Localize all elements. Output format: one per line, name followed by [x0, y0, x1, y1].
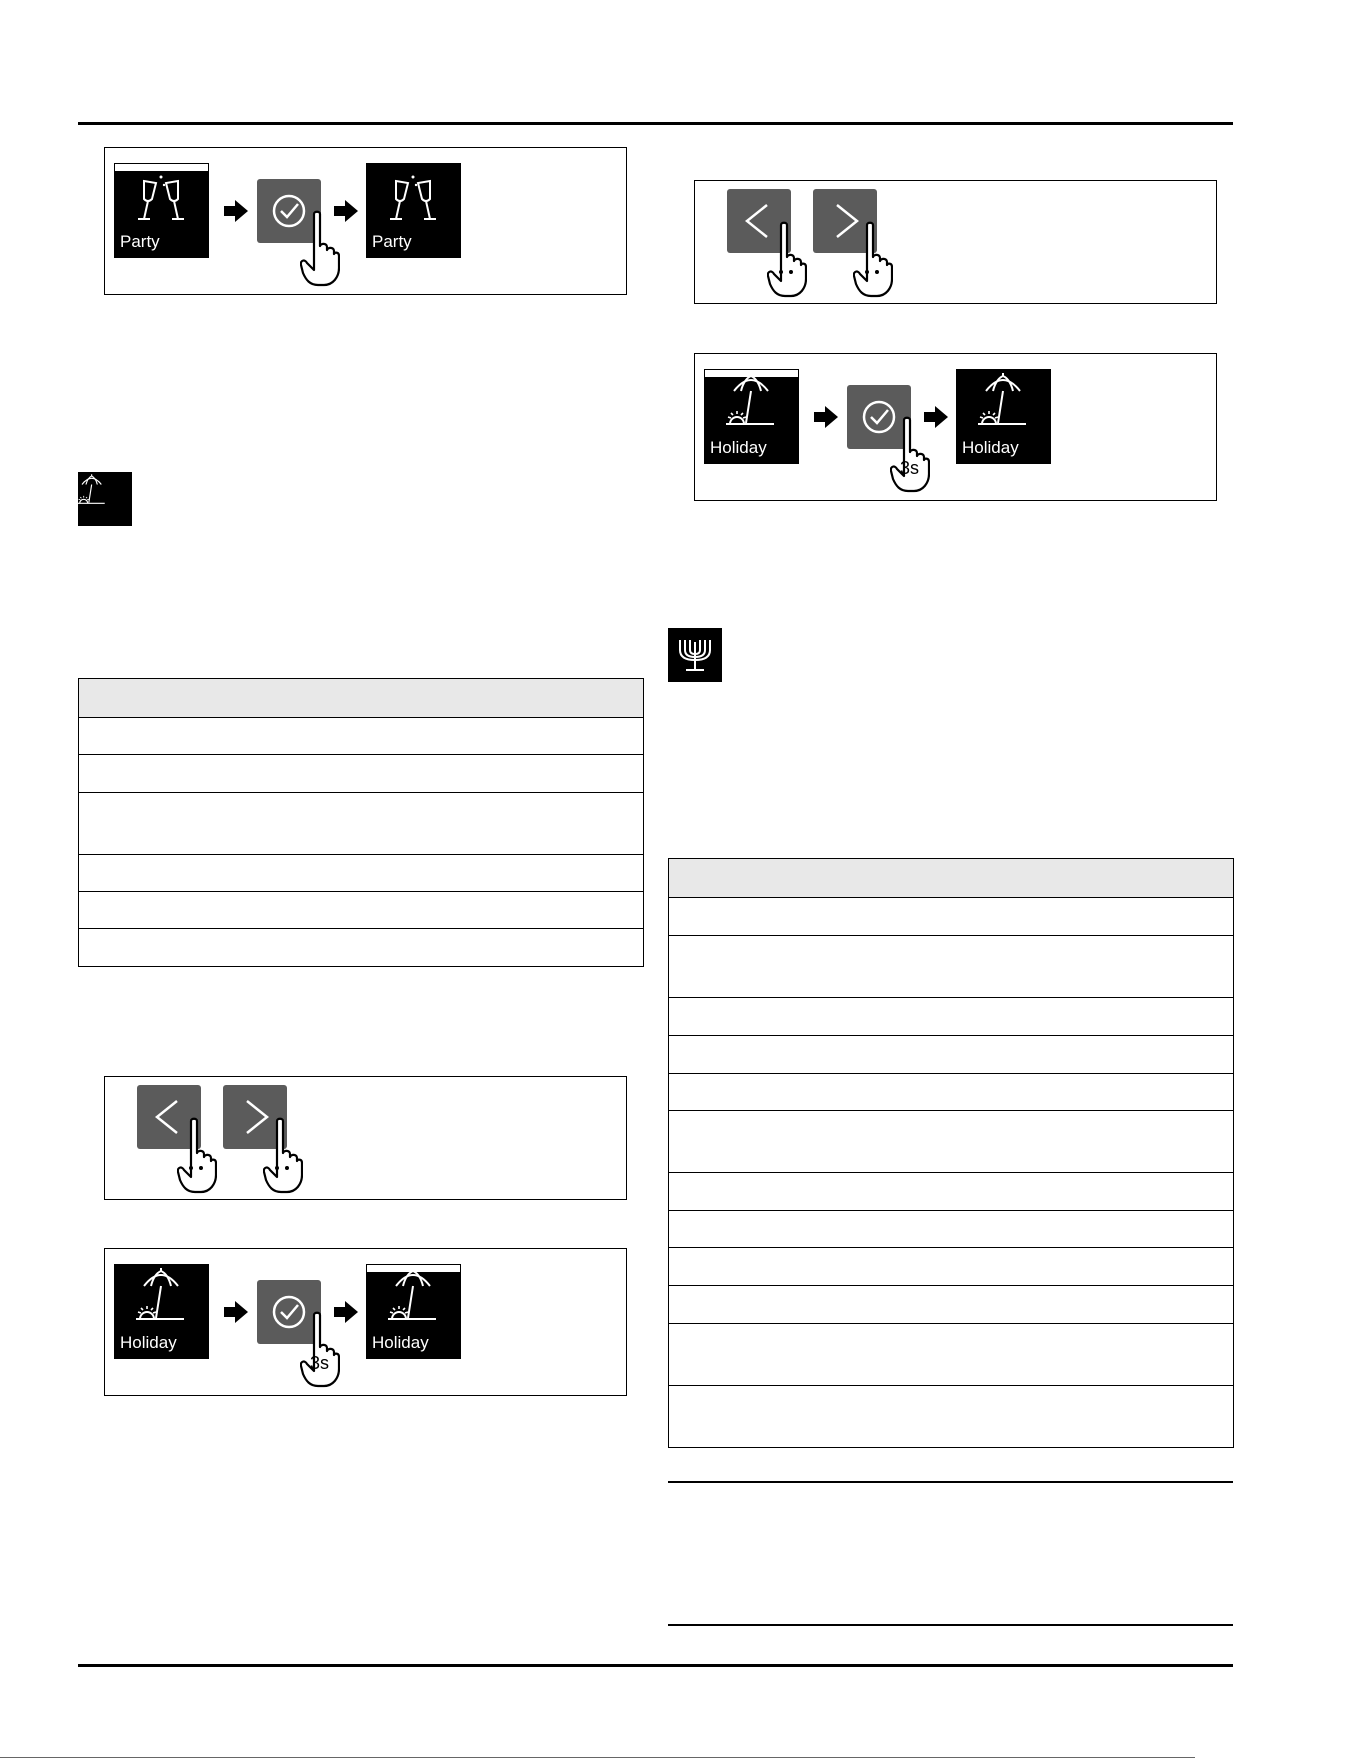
party-screen-after [366, 163, 461, 258]
footer-thin-rule [0, 1757, 1195, 1758]
swipe-dots [275, 1166, 289, 1175]
table-header [669, 859, 1233, 897]
table-row [669, 1073, 1233, 1110]
table-row [79, 792, 643, 854]
holiday-sequence-figure-left [104, 1248, 627, 1396]
table-row [669, 1210, 1233, 1247]
table-row [669, 1035, 1233, 1073]
table-row [669, 1285, 1233, 1323]
table-row [79, 891, 643, 928]
pointing-hand-icon [853, 221, 893, 299]
table-row [669, 897, 1233, 935]
table-row [669, 1385, 1233, 1445]
holiday-badge [78, 472, 132, 526]
table-row [669, 1323, 1233, 1385]
holiday-sequence-figure-right [694, 353, 1217, 501]
holiday-screen-before [704, 369, 799, 464]
pointing-hand-icon [767, 221, 807, 299]
note-rule-bottom [668, 1624, 1233, 1626]
hold-time-label: 3s [900, 458, 920, 478]
table-header [79, 679, 643, 717]
screen-label: Holiday [710, 438, 767, 457]
arrow-right-icon [923, 404, 949, 430]
holiday-screen-after [366, 1264, 461, 1359]
arrow-right-icon [223, 198, 249, 224]
pointing-hand-icon [177, 1117, 217, 1195]
table-row [79, 928, 643, 965]
settings-table-left [78, 678, 644, 967]
screen-label: Holiday [120, 1333, 177, 1352]
settings-table-right [668, 858, 1234, 1448]
screen-label: Holiday [962, 438, 1019, 457]
screen-label: Party [120, 232, 160, 251]
party-screen-before [114, 163, 209, 258]
swipe-dots [865, 270, 879, 279]
beach-umbrella-icon [78, 472, 132, 526]
table-row [669, 1247, 1233, 1285]
navigation-keys-figure-left [104, 1076, 627, 1200]
bottom-rule [78, 1664, 1233, 1667]
table-row [669, 1110, 1233, 1172]
table-row [669, 997, 1233, 1035]
sabbath-badge [668, 628, 722, 682]
table-row [79, 854, 643, 891]
screen-label: Party [372, 232, 412, 251]
arrow-right-icon [333, 1299, 359, 1325]
menorah-icon [668, 628, 722, 682]
holiday-screen-after [956, 369, 1051, 464]
swipe-dots [189, 1166, 203, 1175]
hold-time-label: 3s [310, 1353, 330, 1373]
holiday-screen-before [114, 1264, 209, 1359]
arrow-right-icon [223, 1299, 249, 1325]
table-row [669, 1172, 1233, 1210]
screen-label: Holiday [372, 1333, 429, 1352]
pointing-hand-icon [263, 1117, 303, 1195]
arrow-right-icon [333, 198, 359, 224]
swipe-dots [779, 270, 793, 279]
arrow-right-icon [813, 404, 839, 430]
navigation-keys-figure-right [694, 180, 1217, 304]
table-row [79, 717, 643, 754]
table-row [669, 935, 1233, 997]
note-rule-top [668, 1481, 1233, 1483]
top-rule [78, 122, 1233, 125]
party-sequence-figure [104, 147, 627, 295]
table-row [79, 754, 643, 792]
